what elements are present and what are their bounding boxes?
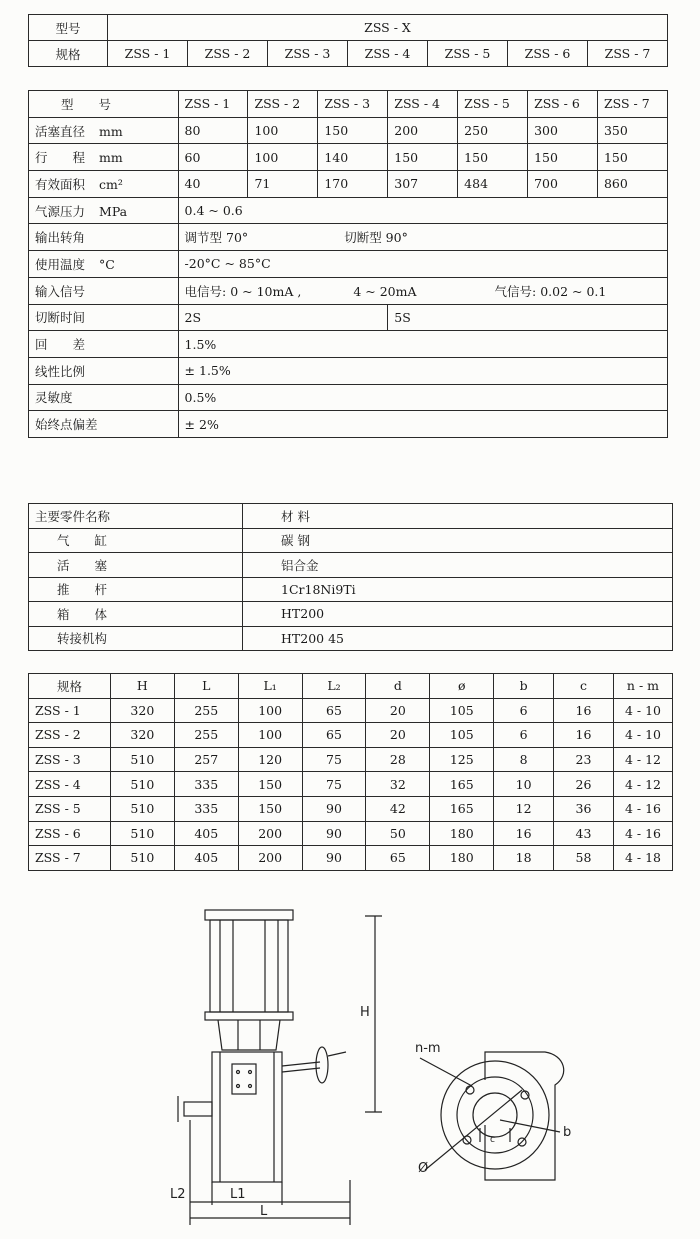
dims-value-cell: 90 [302, 821, 366, 846]
linearity-label: 线性比例 [29, 357, 179, 384]
dims-value-cell: 4 - 10 [613, 723, 672, 748]
dims-header-cell: L₂ [302, 674, 366, 699]
endpoint-deviation-value: ± 2% [178, 411, 667, 438]
materials-header-material: 材 料 [243, 504, 673, 529]
dims-value-cell: 120 [238, 747, 302, 772]
dims-value-cell: 65 [366, 846, 430, 871]
dims-value-cell: 75 [302, 747, 366, 772]
value-cell: 200 [388, 117, 458, 144]
value-cell: 100 [248, 117, 318, 144]
spec-table [28, 90, 668, 438]
dims-value-cell: 6 [494, 723, 554, 748]
dims-value-cell: 105 [430, 698, 494, 723]
label-L: L [260, 1204, 268, 1219]
dims-value-cell: 255 [174, 698, 238, 723]
temperature-value: -20°C ~ 85°C [178, 251, 667, 278]
temperature-label: 使用温度 °C [29, 251, 179, 278]
model-cell: ZSS - 2 [188, 41, 268, 67]
effective-area-label: 有效面积 cm² [29, 171, 179, 198]
value-cell: 140 [318, 144, 388, 171]
part-cell: 转接机构 [29, 626, 243, 651]
material-cell: 碳 钢 [243, 528, 673, 553]
air-pressure-label: 气源压力 MPa [29, 197, 179, 224]
dims-value-cell: 165 [430, 796, 494, 821]
dims-value-cell: 200 [238, 821, 302, 846]
dims-value-cell: 405 [174, 846, 238, 871]
sensitivity-label: 灵敏度 [29, 384, 179, 411]
dims-value-cell: 42 [366, 796, 430, 821]
dims-value-cell: 4 - 16 [613, 821, 672, 846]
dims-row [29, 772, 673, 797]
dims-value-cell: 43 [554, 821, 614, 846]
model-cell: ZSS - 3 [268, 41, 348, 67]
value-cell: 40 [178, 171, 248, 198]
materials-table [28, 503, 673, 651]
value-cell: 80 [178, 117, 248, 144]
dims-value-cell: 20 [366, 723, 430, 748]
dims-value-cell: 4 - 16 [613, 796, 672, 821]
dims-header-row [29, 674, 673, 699]
dims-model-cell: ZSS - 5 [29, 796, 111, 821]
linearity-value: ± 1.5% [178, 357, 667, 384]
model-cell: ZSS - 4 [348, 41, 428, 67]
dims-header-cell: L [174, 674, 238, 699]
dims-row [29, 747, 673, 772]
value-cell: 150 [528, 144, 598, 171]
value-cell: 150 [597, 144, 667, 171]
piston-diameter-label: 活塞直径 mm [29, 117, 179, 144]
dims-model-cell: ZSS - 2 [29, 723, 111, 748]
stroke-label: 行 程 mm [29, 144, 179, 171]
value-cell: 350 [597, 117, 667, 144]
dims-model-cell: ZSS - 1 [29, 698, 111, 723]
dims-value-cell: 4 - 12 [613, 772, 672, 797]
dims-value-cell: 4 - 10 [613, 698, 672, 723]
label-b: b [563, 1125, 572, 1140]
dims-value-cell: 105 [430, 723, 494, 748]
value-cell: 100 [248, 144, 318, 171]
dims-row [29, 796, 673, 821]
dims-row [29, 821, 673, 846]
cylinder-top-cap [205, 910, 293, 920]
dims-value-cell: 36 [554, 796, 614, 821]
dims-value-cell: 16 [494, 821, 554, 846]
dims-value-cell: 4 - 12 [613, 747, 672, 772]
dims-header-cell: 规格 [29, 674, 111, 699]
endpoint-deviation-label: 始终点偏差 [29, 411, 179, 438]
spec-label: 规格 [29, 41, 108, 67]
dims-value-cell: 255 [174, 723, 238, 748]
dims-value-cell: 65 [302, 698, 366, 723]
spec-model-cell: ZSS - 5 [458, 91, 528, 118]
hysteresis-label: 回 差 [29, 331, 179, 358]
dims-value-cell: 50 [366, 821, 430, 846]
dims-value-cell: 125 [430, 747, 494, 772]
material-cell: 铝合金 [243, 553, 673, 578]
dims-value-cell: 8 [494, 747, 554, 772]
dims-row [29, 723, 673, 748]
output-angle-label: 输出转角 [29, 224, 179, 251]
material-cell: HT200 45 [243, 626, 673, 651]
model-cell: ZSS - 1 [108, 41, 188, 67]
material-cell: 1Cr18Ni9Ti [243, 577, 673, 602]
dims-value-cell: 257 [174, 747, 238, 772]
dims-value-cell: 75 [302, 772, 366, 797]
gearbox-body [212, 1052, 282, 1182]
model-cell: ZSS - 6 [508, 41, 588, 67]
value-cell: 170 [318, 171, 388, 198]
dims-value-cell: 320 [110, 723, 174, 748]
dims-value-cell: 165 [430, 772, 494, 797]
value-cell: 250 [458, 117, 528, 144]
label-c: c [490, 1135, 495, 1145]
spec-model-cell: ZSS - 1 [178, 91, 248, 118]
dims-header-cell: n - m [613, 674, 672, 699]
dims-header-cell: c [554, 674, 614, 699]
spec-model-cell: ZSS - 6 [528, 91, 598, 118]
value-cell: 60 [178, 144, 248, 171]
dims-value-cell: 200 [238, 846, 302, 871]
dims-value-cell: 510 [110, 772, 174, 797]
dimensions-table [28, 673, 673, 871]
dims-value-cell: 510 [110, 821, 174, 846]
value-cell: 71 [248, 171, 318, 198]
dims-value-cell: 100 [238, 723, 302, 748]
spec-model-cell: ZSS - 7 [597, 91, 667, 118]
label-L1: L1 [230, 1187, 246, 1202]
cutoff-time-value-1: 2S [178, 304, 388, 331]
model-designation-table [28, 14, 668, 67]
dims-row [29, 698, 673, 723]
part-cell: 活 塞 [29, 553, 243, 578]
spec-model-cell: ZSS - 3 [318, 91, 388, 118]
dims-value-cell: 16 [554, 723, 614, 748]
dims-value-cell: 58 [554, 846, 614, 871]
value-cell: 700 [528, 171, 598, 198]
dims-header-cell: b [494, 674, 554, 699]
label-H: H [360, 1005, 370, 1020]
value-cell: 307 [388, 171, 458, 198]
sensitivity-value: 0.5% [178, 384, 667, 411]
input-signal-value: 电信号: 0 ~ 10mA , 4 ~ 20mA 气信号: 0.02 ~ 0.1 [178, 277, 667, 304]
dims-value-cell: 510 [110, 796, 174, 821]
dims-value-cell: 28 [366, 747, 430, 772]
value-cell: 150 [458, 144, 528, 171]
part-cell: 箱 体 [29, 602, 243, 627]
cutoff-time-value-2: 5S [388, 304, 668, 331]
hysteresis-value: 1.5% [178, 331, 667, 358]
cylinder-body [210, 920, 288, 1012]
dims-value-cell: 405 [174, 821, 238, 846]
value-cell: 860 [597, 171, 667, 198]
output-angle-value: 调节型 70° 切断型 90° [178, 224, 667, 251]
dims-value-cell: 4 - 18 [613, 846, 672, 871]
dims-model-cell: ZSS - 3 [29, 747, 111, 772]
dims-value-cell: 180 [430, 846, 494, 871]
dims-value-cell: 335 [174, 772, 238, 797]
model-cell: ZSS - 7 [588, 41, 668, 67]
dims-value-cell: 335 [174, 796, 238, 821]
dims-value-cell: 65 [302, 723, 366, 748]
dims-value-cell: 320 [110, 698, 174, 723]
material-cell: HT200 [243, 602, 673, 627]
value-cell: 150 [318, 117, 388, 144]
dims-value-cell: 510 [110, 747, 174, 772]
dims-value-cell: 150 [238, 796, 302, 821]
dims-value-cell: 26 [554, 772, 614, 797]
dims-header-cell: ø [430, 674, 494, 699]
dims-value-cell: 510 [110, 846, 174, 871]
spec-model-cell: ZSS - 4 [388, 91, 458, 118]
dims-value-cell: 10 [494, 772, 554, 797]
dims-value-cell: 32 [366, 772, 430, 797]
dims-value-cell: 150 [238, 772, 302, 797]
model-label: 型号 [29, 15, 108, 41]
input-signal-label: 输入信号 [29, 277, 179, 304]
label-nm: n-m [415, 1041, 441, 1056]
cutoff-time-label: 切断时间 [29, 304, 179, 331]
label-L2: L2 [170, 1187, 186, 1202]
dims-value-cell: 12 [494, 796, 554, 821]
label-phi: Ø [418, 1161, 429, 1176]
dims-model-cell: ZSS - 4 [29, 772, 111, 797]
air-pressure-value: 0.4 ~ 0.6 [178, 197, 667, 224]
dims-row [29, 846, 673, 871]
dims-header-cell: L₁ [238, 674, 302, 699]
dims-value-cell: 16 [554, 698, 614, 723]
dims-model-cell: ZSS - 6 [29, 821, 111, 846]
dims-value-cell: 90 [302, 846, 366, 871]
model-value: ZSS - X [108, 15, 668, 41]
value-cell: 484 [458, 171, 528, 198]
dims-value-cell: 18 [494, 846, 554, 871]
value-cell: 150 [388, 144, 458, 171]
dims-header-cell: H [110, 674, 174, 699]
dims-value-cell: 6 [494, 698, 554, 723]
dims-value-cell: 180 [430, 821, 494, 846]
dims-value-cell: 90 [302, 796, 366, 821]
part-cell: 推 杆 [29, 577, 243, 602]
dims-value-cell: 20 [366, 698, 430, 723]
dims-model-cell: ZSS - 7 [29, 846, 111, 871]
spec-model-cell: ZSS - 2 [248, 91, 318, 118]
dims-value-cell: 100 [238, 698, 302, 723]
dims-value-cell: 23 [554, 747, 614, 772]
model-cell: ZSS - 5 [428, 41, 508, 67]
dims-header-cell: d [366, 674, 430, 699]
value-cell: 300 [528, 117, 598, 144]
part-cell: 气 缸 [29, 528, 243, 553]
spec-header-label: 型 号 [29, 91, 179, 118]
materials-header-part: 主要零件名称 [29, 504, 243, 529]
actuator-drawing [150, 880, 690, 1230]
